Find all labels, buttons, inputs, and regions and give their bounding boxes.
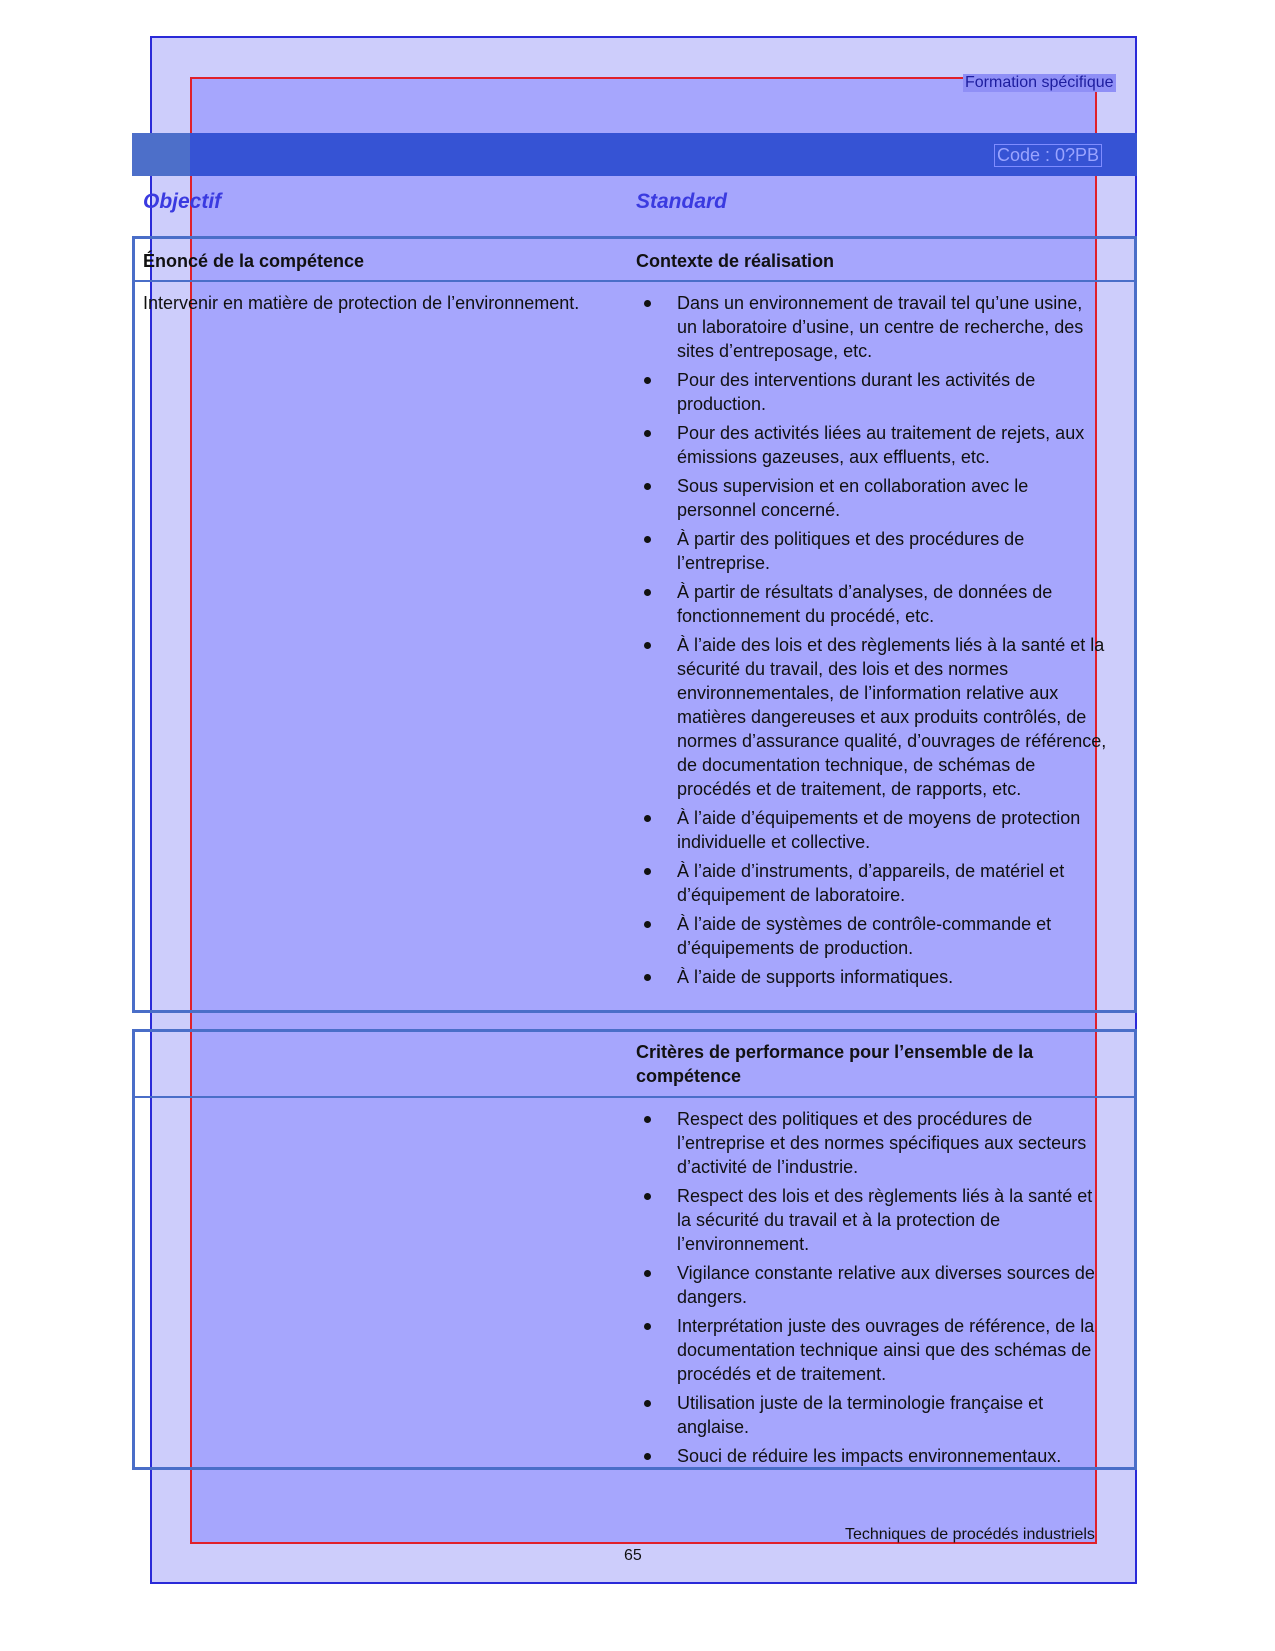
code-bar: [132, 133, 1137, 176]
criteres-label: Critères de performance pour l’ensemble de la compétence: [636, 1042, 1034, 1086]
code-bar-tab: [132, 133, 190, 176]
footer-program: Techniques de procédés industriels: [845, 1526, 1095, 1543]
bullet-icon: [644, 1323, 651, 1330]
criteres-box-divider: [135, 1096, 1134, 1098]
bullet-icon: [644, 1270, 651, 1277]
bullet-icon: [644, 815, 651, 822]
bullet-icon: [644, 1400, 651, 1407]
list-item: Sous supervision et en collaboration avec le personnel concerné.: [637, 474, 1107, 522]
bullet-icon: [644, 868, 651, 875]
list-item: À l’aide d’instruments, d’appareils, de matériel et d’équipement de laboratoire.: [637, 859, 1107, 907]
bullet-icon: [644, 536, 651, 543]
list-item: Souci de réduire les impacts environnementaux.: [637, 1444, 1107, 1468]
bullet-icon: [644, 1116, 651, 1123]
header-section-label: Formation spécifique: [965, 74, 1114, 91]
bullet-icon: [644, 589, 651, 596]
bullet-icon: [644, 483, 651, 490]
objectif-heading: Objectif: [143, 190, 222, 213]
contexte-list: [637, 291, 1107, 994]
contexte-label: Contexte de réalisation: [636, 251, 835, 271]
standard-heading: Standard: [636, 190, 728, 213]
enonce-label: Énoncé de la compétence: [143, 251, 365, 271]
list-item: À l’aide des lois et des règlements liés à la santé et la sécurité du travail, des lois et des normes environnementales, de l’information relative aux matières dangereuses et aux produits contrôlés, de normes d’assurance qualité, d’ouvrages de référence, de documentation technique, de schémas de procédés et de traitement, de rapports, etc.: [637, 633, 1107, 801]
list-item: Vigilance constante relative aux diverses sources de dangers.: [637, 1261, 1107, 1309]
list-item: À l’aide d’équipements et de moyens de protection individuelle et collective.: [637, 806, 1107, 854]
bullet-icon: [644, 377, 651, 384]
list-item: Pour des interventions durant les activités de production.: [637, 368, 1107, 416]
bullet-icon: [644, 642, 651, 649]
list-item: Utilisation juste de la terminologie française et anglaise.: [637, 1391, 1107, 1439]
bullet-icon: [644, 430, 651, 437]
bullet-icon: [644, 300, 651, 307]
list-item: Dans un environnement de travail tel qu’une usine, un laboratoire d’usine, un centre de recherche, des sites d’entreposage, etc.: [637, 291, 1107, 363]
list-item: À partir des politiques et des procédures de l’entreprise.: [637, 527, 1107, 575]
list-item: À l’aide de supports informatiques.: [637, 965, 1107, 989]
bullet-icon: [644, 1193, 651, 1200]
list-item: Respect des lois et des règlements liés à la santé et la sécurité du travail et à la protection de l’environnement.: [637, 1184, 1107, 1256]
competence-code: Code : 0?PB: [994, 144, 1102, 167]
list-item: Respect des politiques et des procédures de l’entreprise et des normes spécifiques aux secteurs d’activité de l’industrie.: [637, 1107, 1107, 1179]
bullet-icon: [644, 921, 651, 928]
list-item: Pour des activités liées au traitement de rejets, aux émissions gazeuses, aux effluents, etc.: [637, 421, 1107, 469]
bullet-icon: [644, 1453, 651, 1460]
bullet-icon: [644, 974, 651, 981]
list-item: À l’aide de systèmes de contrôle-commande et d’équipements de production.: [637, 912, 1107, 960]
list-item: À partir de résultats d’analyses, de données de fonctionnement du procédé, etc.: [637, 580, 1107, 628]
criteres-list: [637, 1107, 1107, 1473]
page-number: 65: [624, 1547, 642, 1564]
competence-box-divider: [135, 280, 1134, 282]
enonce-text: Intervenir en matière de protection de l’environnement.: [143, 293, 580, 313]
list-item: Interprétation juste des ouvrages de référence, de la documentation technique ainsi que des schémas de procédés et de traitement.: [637, 1314, 1107, 1386]
